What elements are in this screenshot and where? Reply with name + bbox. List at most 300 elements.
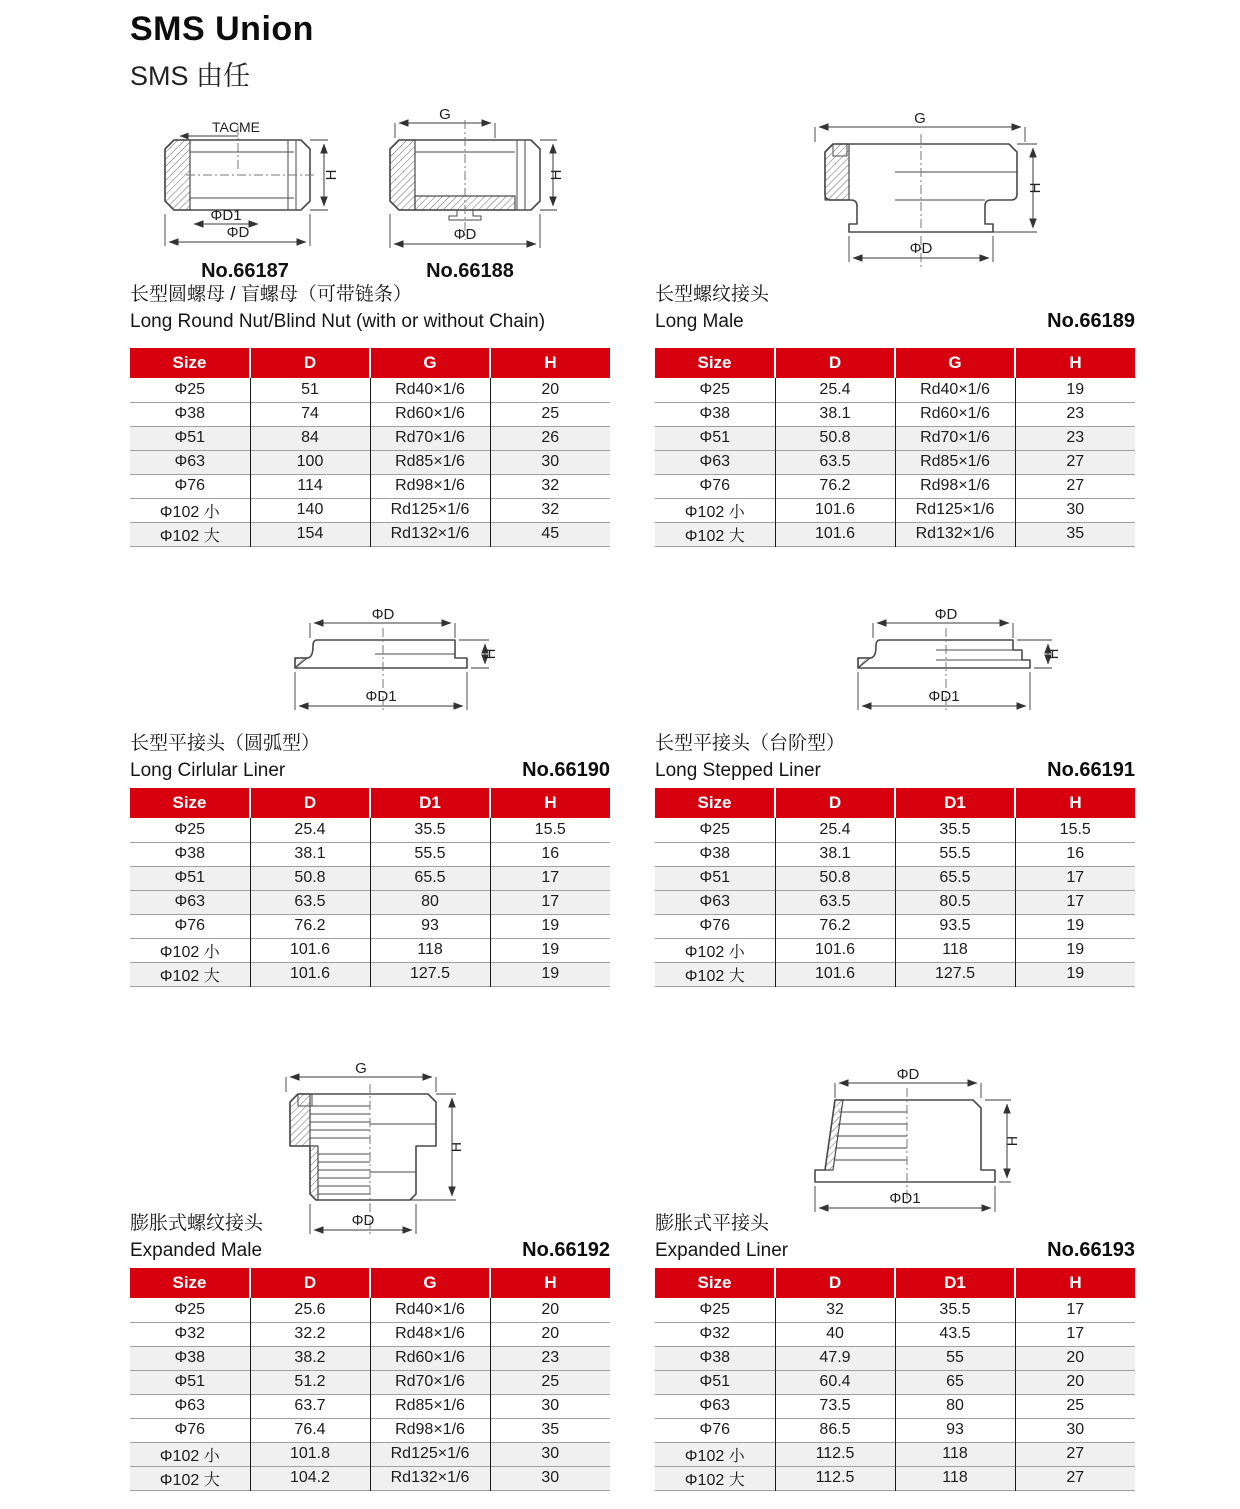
column-header: D bbox=[250, 348, 370, 378]
table-cell: Rd85×1/6 bbox=[895, 450, 1015, 474]
table-cell: 45 bbox=[490, 522, 610, 546]
table-cell: 19 bbox=[1015, 914, 1135, 938]
table-cell: 47.9 bbox=[775, 1346, 895, 1370]
table-cell: 127.5 bbox=[895, 962, 1015, 986]
dim-label-h: H bbox=[1027, 182, 1044, 194]
table-cell: 40 bbox=[775, 1322, 895, 1346]
spec-table-expanded-liner bbox=[655, 1268, 1135, 1491]
table-cell: 93.5 bbox=[895, 914, 1015, 938]
dim-label-h: H bbox=[1004, 1135, 1020, 1147]
table-cell: 101.6 bbox=[775, 938, 895, 962]
column-header: Size bbox=[130, 348, 250, 378]
table-cell: Φ25 bbox=[174, 820, 206, 838]
table-cell: 20 bbox=[490, 378, 610, 402]
table-cell: 19 bbox=[490, 962, 610, 986]
table-cell: Rd125×1/6 bbox=[370, 1442, 490, 1466]
table-cell: Φ51 bbox=[655, 1370, 775, 1394]
table-header-row bbox=[130, 1268, 610, 1298]
table-cell: 15.5 bbox=[1015, 818, 1135, 842]
table-cell: 27 bbox=[1015, 1442, 1135, 1466]
table-cell: 26 bbox=[490, 426, 610, 450]
table-cell: 25 bbox=[1015, 1394, 1135, 1418]
table-cell: 38.1 bbox=[775, 842, 895, 866]
dim-label-d: ΦD bbox=[226, 224, 250, 241]
table-cell: Φ25 bbox=[699, 1300, 731, 1318]
table-row bbox=[655, 1298, 1135, 1322]
column-header: G bbox=[895, 348, 1015, 378]
table-cell: 55.5 bbox=[370, 842, 490, 866]
dim-label-g: G bbox=[355, 1062, 367, 1077]
table-cell: 25 bbox=[490, 402, 610, 426]
table-row bbox=[130, 818, 610, 842]
table-cell: 38.1 bbox=[250, 842, 370, 866]
spec-table-long-stepped-liner bbox=[655, 788, 1135, 987]
technical-drawing-66191 bbox=[818, 608, 1068, 728]
table-cell: Rd98×1/6 bbox=[370, 1418, 490, 1442]
table-cell: 25.4 bbox=[775, 818, 895, 842]
table-cell: Φ25 bbox=[699, 380, 731, 398]
table-row bbox=[655, 1322, 1135, 1346]
table-cell: Rd40×1/6 bbox=[370, 1298, 490, 1322]
table-cell: 27 bbox=[1015, 1466, 1135, 1490]
drawing-long-round-nut bbox=[150, 118, 340, 283]
table-cell: Rd60×1/6 bbox=[895, 402, 1015, 426]
column-header: H bbox=[490, 348, 610, 378]
table-cell: 38.2 bbox=[250, 1346, 370, 1370]
table-cell: 30 bbox=[1015, 498, 1135, 522]
dim-label-h: H bbox=[548, 169, 565, 181]
dim-label-d1: ΦD1 bbox=[365, 688, 397, 705]
drawing-number-66187: No.66187 bbox=[201, 260, 289, 282]
table-cell: 55.5 bbox=[895, 842, 1015, 866]
table-cell: 30 bbox=[1015, 1418, 1135, 1442]
table-header-row bbox=[130, 348, 610, 378]
table-cell: Φ76 bbox=[655, 914, 775, 938]
table-row bbox=[655, 522, 1135, 546]
table-cell: 23 bbox=[490, 1346, 610, 1370]
table-cell: 63.7 bbox=[250, 1394, 370, 1418]
table-cell: 63.5 bbox=[775, 450, 895, 474]
column-header: H bbox=[1015, 1268, 1135, 1298]
table-cell: Φ102 大 bbox=[130, 962, 250, 986]
catalog-number: No.66191 bbox=[1047, 759, 1135, 781]
table-row bbox=[655, 914, 1135, 938]
table-row bbox=[130, 890, 610, 914]
table-cell: 30 bbox=[490, 1442, 610, 1466]
table-row bbox=[655, 1466, 1135, 1490]
table-cell: 80 bbox=[895, 1394, 1015, 1418]
table-cell: Φ102 小 bbox=[655, 1442, 775, 1466]
table-row bbox=[655, 890, 1135, 914]
table-cell: Rd70×1/6 bbox=[895, 426, 1015, 450]
drawing-expanded-liner bbox=[775, 1068, 1025, 1218]
table-cell: 17 bbox=[490, 890, 610, 914]
table-cell: Φ63 bbox=[130, 1394, 250, 1418]
table-cell: Φ76 bbox=[655, 474, 775, 498]
table-cell: 65.5 bbox=[370, 866, 490, 890]
table-row bbox=[655, 1418, 1135, 1442]
catalog-number: No.66190 bbox=[522, 759, 610, 781]
table-cell: Φ102 大 bbox=[655, 1466, 775, 1490]
table-row bbox=[655, 1370, 1135, 1394]
dim-label-d: ΦD bbox=[934, 608, 958, 623]
table-cell: 101.8 bbox=[250, 1442, 370, 1466]
table-cell: 51.2 bbox=[250, 1370, 370, 1394]
table-cell: Φ76 bbox=[655, 1418, 775, 1442]
table-cell: 20 bbox=[490, 1298, 610, 1322]
technical-drawing-66190 bbox=[255, 608, 505, 728]
dim-label-h: H bbox=[482, 648, 499, 660]
table-cell: 17 bbox=[1015, 1322, 1135, 1346]
table-cell: Φ102 大 bbox=[130, 1466, 250, 1490]
table-row bbox=[655, 1442, 1135, 1466]
table-cell: 30 bbox=[490, 1394, 610, 1418]
drawing-long-circular-liner bbox=[255, 608, 505, 728]
table-header-row bbox=[130, 788, 610, 818]
table-cell: 101.6 bbox=[775, 522, 895, 546]
table-cell: 16 bbox=[490, 842, 610, 866]
table-cell: 84 bbox=[250, 426, 370, 450]
table-cell: 19 bbox=[490, 938, 610, 962]
table-row bbox=[655, 962, 1135, 986]
table-cell: Rd85×1/6 bbox=[370, 1394, 490, 1418]
table-row bbox=[130, 1394, 610, 1418]
table-cell: 43.5 bbox=[895, 1322, 1015, 1346]
table-cell: 15.5 bbox=[490, 818, 610, 842]
table-cell: Φ38 bbox=[655, 1346, 775, 1370]
column-header: Size bbox=[655, 788, 775, 818]
page-title: SMS Union bbox=[130, 10, 314, 48]
table-cell: 32.2 bbox=[250, 1322, 370, 1346]
table-cell: Φ32 bbox=[655, 1322, 775, 1346]
table-row bbox=[130, 1322, 610, 1346]
table-row bbox=[655, 474, 1135, 498]
section-title-cn: 膨胀式平接头 bbox=[655, 1213, 770, 1234]
dim-label-d: ΦD bbox=[896, 1068, 920, 1083]
table-cell: 127.5 bbox=[370, 962, 490, 986]
table-cell: Rd98×1/6 bbox=[370, 474, 490, 498]
table-cell: 17 bbox=[490, 866, 610, 890]
column-header: H bbox=[1015, 348, 1135, 378]
dim-label-h: H bbox=[323, 169, 340, 181]
section-title-long-stepped-liner bbox=[655, 730, 1135, 784]
table-cell: Φ102 小 bbox=[655, 938, 775, 962]
column-header: D bbox=[775, 348, 895, 378]
table-cell: 25.4 bbox=[775, 378, 895, 402]
table-cell: Φ25 bbox=[699, 820, 731, 838]
table-row bbox=[130, 866, 610, 890]
table-cell: Rd125×1/6 bbox=[370, 498, 490, 522]
table-cell: Φ63 bbox=[655, 450, 775, 474]
table-cell: Φ51 bbox=[655, 426, 775, 450]
table-cell: 27 bbox=[1015, 450, 1135, 474]
table-cell: Φ51 bbox=[655, 866, 775, 890]
table-cell: Φ25 bbox=[174, 1300, 206, 1318]
drawing-blind-nut bbox=[375, 108, 565, 283]
table-cell: 17 bbox=[1015, 866, 1135, 890]
table-cell: 23 bbox=[1015, 426, 1135, 450]
table-cell: 74 bbox=[250, 402, 370, 426]
table-row bbox=[130, 938, 610, 962]
table-cell: Rd132×1/6 bbox=[370, 1466, 490, 1490]
table-row bbox=[655, 866, 1135, 890]
section-title-en: Long Cirlular Liner bbox=[130, 760, 286, 781]
table-cell: Φ38 bbox=[655, 842, 775, 866]
table-cell: 118 bbox=[370, 938, 490, 962]
table-row bbox=[130, 522, 610, 546]
section-title-long-male bbox=[655, 281, 1135, 335]
dim-label-d: ΦD bbox=[351, 1212, 375, 1229]
table-header-row bbox=[655, 348, 1135, 378]
column-header: Size bbox=[655, 348, 775, 378]
column-header: D1 bbox=[895, 788, 1015, 818]
drawing-long-stepped-liner bbox=[818, 608, 1068, 728]
section-title-cn: 长型圆螺母 / 盲螺母（可带链条） bbox=[130, 284, 412, 305]
table-cell: 20 bbox=[1015, 1370, 1135, 1394]
table-row bbox=[655, 450, 1135, 474]
table-cell: Φ63 bbox=[655, 1394, 775, 1418]
table-row bbox=[130, 474, 610, 498]
dim-label-h: H bbox=[1045, 648, 1062, 660]
table-cell: Rd70×1/6 bbox=[370, 1370, 490, 1394]
table-cell: 65.5 bbox=[895, 866, 1015, 890]
table-header-row bbox=[655, 788, 1135, 818]
table-cell: 32 bbox=[490, 498, 610, 522]
dim-label-d1: ΦD1 bbox=[928, 688, 960, 705]
table-cell: 112.5 bbox=[775, 1466, 895, 1490]
dim-label-d: ΦD bbox=[909, 240, 933, 257]
table-cell: Φ63 bbox=[655, 890, 775, 914]
catalog-number: No.66189 bbox=[1047, 310, 1135, 332]
table-row bbox=[130, 1418, 610, 1442]
section-title-expanded-male bbox=[130, 1210, 610, 1264]
spec-table-long-circular-liner bbox=[130, 788, 610, 987]
table-row bbox=[130, 498, 610, 522]
table-cell: 86.5 bbox=[775, 1418, 895, 1442]
catalog-number: No.66193 bbox=[1047, 1239, 1135, 1261]
dim-label-g: G bbox=[439, 108, 451, 123]
table-cell: Φ76 bbox=[130, 474, 250, 498]
table-cell: Φ51 bbox=[130, 1370, 250, 1394]
table-cell: 76.2 bbox=[775, 914, 895, 938]
column-header: H bbox=[490, 788, 610, 818]
technical-drawing-66187 bbox=[150, 118, 340, 258]
table-cell: Φ102 小 bbox=[130, 498, 250, 522]
table-row bbox=[655, 1346, 1135, 1370]
table-cell: 27 bbox=[1015, 474, 1135, 498]
table-cell: Φ51 bbox=[130, 866, 250, 890]
table-cell: Φ38 bbox=[655, 402, 775, 426]
table-cell: 35.5 bbox=[370, 818, 490, 842]
table-cell: 118 bbox=[895, 1466, 1015, 1490]
table-cell: Rd60×1/6 bbox=[370, 402, 490, 426]
column-header: Size bbox=[655, 1268, 775, 1298]
table-cell: Rd132×1/6 bbox=[370, 522, 490, 546]
column-header: H bbox=[1015, 788, 1135, 818]
column-header: Size bbox=[130, 788, 250, 818]
column-header: D bbox=[250, 788, 370, 818]
table-row bbox=[130, 378, 610, 402]
table-cell: 35.5 bbox=[895, 818, 1015, 842]
table-cell: 32 bbox=[775, 1298, 895, 1322]
table-cell: 101.6 bbox=[250, 962, 370, 986]
column-header: D1 bbox=[895, 1268, 1015, 1298]
dim-label-h: H bbox=[448, 1141, 464, 1153]
table-cell: 51 bbox=[250, 378, 370, 402]
table-row bbox=[130, 842, 610, 866]
table-cell: 19 bbox=[1015, 378, 1135, 402]
table-cell: 35 bbox=[490, 1418, 610, 1442]
table-cell: Φ38 bbox=[130, 402, 250, 426]
table-row bbox=[130, 962, 610, 986]
spec-table-expanded-male bbox=[130, 1268, 610, 1491]
table-cell: 112.5 bbox=[775, 1442, 895, 1466]
table-cell: 25.6 bbox=[250, 1298, 370, 1322]
table-cell: 93 bbox=[370, 914, 490, 938]
table-row bbox=[655, 938, 1135, 962]
section-title-cn: 膨胀式螺纹接头 bbox=[130, 1213, 264, 1234]
section-title-expanded-liner bbox=[655, 1210, 1135, 1264]
table-row bbox=[655, 378, 1135, 402]
table-cell: 80.5 bbox=[895, 890, 1015, 914]
table-cell: 118 bbox=[895, 938, 1015, 962]
table-cell: 35.5 bbox=[895, 1298, 1015, 1322]
table-row bbox=[130, 1370, 610, 1394]
table-cell: Φ76 bbox=[130, 1418, 250, 1442]
column-header: Size bbox=[130, 1268, 250, 1298]
table-cell: 93 bbox=[895, 1418, 1015, 1442]
table-cell: 100 bbox=[250, 450, 370, 474]
table-cell: 19 bbox=[490, 914, 610, 938]
column-header: D1 bbox=[370, 788, 490, 818]
dim-label-d1: ΦD1 bbox=[210, 207, 242, 224]
table-cell: 63.5 bbox=[775, 890, 895, 914]
table-row bbox=[655, 498, 1135, 522]
table-cell: 76.4 bbox=[250, 1418, 370, 1442]
table-cell: Φ102 小 bbox=[130, 1442, 250, 1466]
table-row bbox=[130, 426, 610, 450]
table-cell: Φ63 bbox=[130, 890, 250, 914]
table-cell: Φ51 bbox=[130, 426, 250, 450]
table-cell: 80 bbox=[370, 890, 490, 914]
table-row bbox=[130, 1346, 610, 1370]
table-cell: Rd125×1/6 bbox=[895, 498, 1015, 522]
table-cell: Rd70×1/6 bbox=[370, 426, 490, 450]
table-cell: 25 bbox=[490, 1370, 610, 1394]
table-cell: Φ38 bbox=[130, 842, 250, 866]
table-cell: 50.8 bbox=[775, 426, 895, 450]
table-cell: 63.5 bbox=[250, 890, 370, 914]
table-cell: 104.2 bbox=[250, 1466, 370, 1490]
dim-label-d: ΦD bbox=[371, 608, 395, 623]
table-cell: Φ102 大 bbox=[130, 522, 250, 546]
table-cell: 16 bbox=[1015, 842, 1135, 866]
table-cell: Φ102 小 bbox=[130, 938, 250, 962]
table-cell: 76.2 bbox=[250, 914, 370, 938]
table-cell: 101.6 bbox=[775, 962, 895, 986]
column-header: H bbox=[490, 1268, 610, 1298]
section-title-long-round-nut bbox=[130, 281, 610, 335]
table-cell: Φ25 bbox=[174, 380, 206, 398]
table-cell: 30 bbox=[490, 1466, 610, 1490]
table-cell: 76.2 bbox=[775, 474, 895, 498]
table-row bbox=[655, 842, 1135, 866]
table-row bbox=[130, 402, 610, 426]
catalog-number: No.66192 bbox=[522, 1239, 610, 1261]
section-title-en: Long Round Nut/Blind Nut (with or without Chain) bbox=[130, 311, 546, 332]
table-row bbox=[130, 1442, 610, 1466]
column-header: D bbox=[775, 788, 895, 818]
table-cell: Rd60×1/6 bbox=[370, 1346, 490, 1370]
table-cell: Rd40×1/6 bbox=[895, 378, 1015, 402]
table-cell: 20 bbox=[1015, 1346, 1135, 1370]
page-subtitle: SMS 由任 bbox=[130, 61, 251, 91]
drawing-long-male bbox=[795, 112, 1045, 277]
section-title-en: Long Stepped Liner bbox=[655, 760, 821, 781]
table-row bbox=[130, 914, 610, 938]
table-cell: 140 bbox=[250, 498, 370, 522]
table-cell: Rd40×1/6 bbox=[370, 378, 490, 402]
section-title-en: Expanded Male bbox=[130, 1240, 263, 1261]
table-cell: Rd98×1/6 bbox=[895, 474, 1015, 498]
table-row bbox=[655, 1394, 1135, 1418]
table-row bbox=[130, 450, 610, 474]
table-cell: Φ32 bbox=[130, 1322, 250, 1346]
section-title-en: Long Male bbox=[655, 311, 744, 332]
table-cell: 73.5 bbox=[775, 1394, 895, 1418]
table-cell: 35 bbox=[1015, 522, 1135, 546]
section-title-long-circular-liner bbox=[130, 730, 610, 784]
table-cell: Rd132×1/6 bbox=[895, 522, 1015, 546]
table-cell: 50.8 bbox=[250, 866, 370, 890]
table-cell: 38.1 bbox=[775, 402, 895, 426]
section-title-cn: 长型平接头（台阶型） bbox=[655, 733, 846, 754]
table-cell: Φ102 大 bbox=[655, 962, 775, 986]
table-cell: 118 bbox=[895, 1442, 1015, 1466]
table-cell: 19 bbox=[1015, 962, 1135, 986]
table-row bbox=[130, 1466, 610, 1490]
table-cell: 30 bbox=[490, 450, 610, 474]
table-cell: 32 bbox=[490, 474, 610, 498]
table-cell: 101.6 bbox=[250, 938, 370, 962]
table-header-row bbox=[655, 1268, 1135, 1298]
technical-drawing-66189 bbox=[795, 112, 1045, 277]
column-header: G bbox=[370, 1268, 490, 1298]
table-cell: 154 bbox=[250, 522, 370, 546]
table-cell: 17 bbox=[1015, 890, 1135, 914]
spec-table-long-round-nut bbox=[130, 348, 610, 547]
column-header: D bbox=[775, 1268, 895, 1298]
table-cell: Φ102 小 bbox=[655, 498, 775, 522]
table-cell: Φ102 大 bbox=[655, 522, 775, 546]
table-row bbox=[655, 426, 1135, 450]
table-cell: 20 bbox=[490, 1322, 610, 1346]
table-cell: 50.8 bbox=[775, 866, 895, 890]
table-cell: Φ38 bbox=[130, 1346, 250, 1370]
dim-label-g: G bbox=[914, 112, 926, 127]
table-cell: 114 bbox=[250, 474, 370, 498]
table-cell: 17 bbox=[1015, 1298, 1135, 1322]
table-cell: 65 bbox=[895, 1370, 1015, 1394]
dim-label-d: ΦD bbox=[453, 226, 477, 243]
table-cell: 19 bbox=[1015, 938, 1135, 962]
table-cell: Φ76 bbox=[130, 914, 250, 938]
table-cell: 55 bbox=[895, 1346, 1015, 1370]
table-row bbox=[130, 1298, 610, 1322]
column-header: D bbox=[250, 1268, 370, 1298]
dim-label-d1: ΦD1 bbox=[889, 1190, 921, 1207]
table-cell: Rd85×1/6 bbox=[370, 450, 490, 474]
